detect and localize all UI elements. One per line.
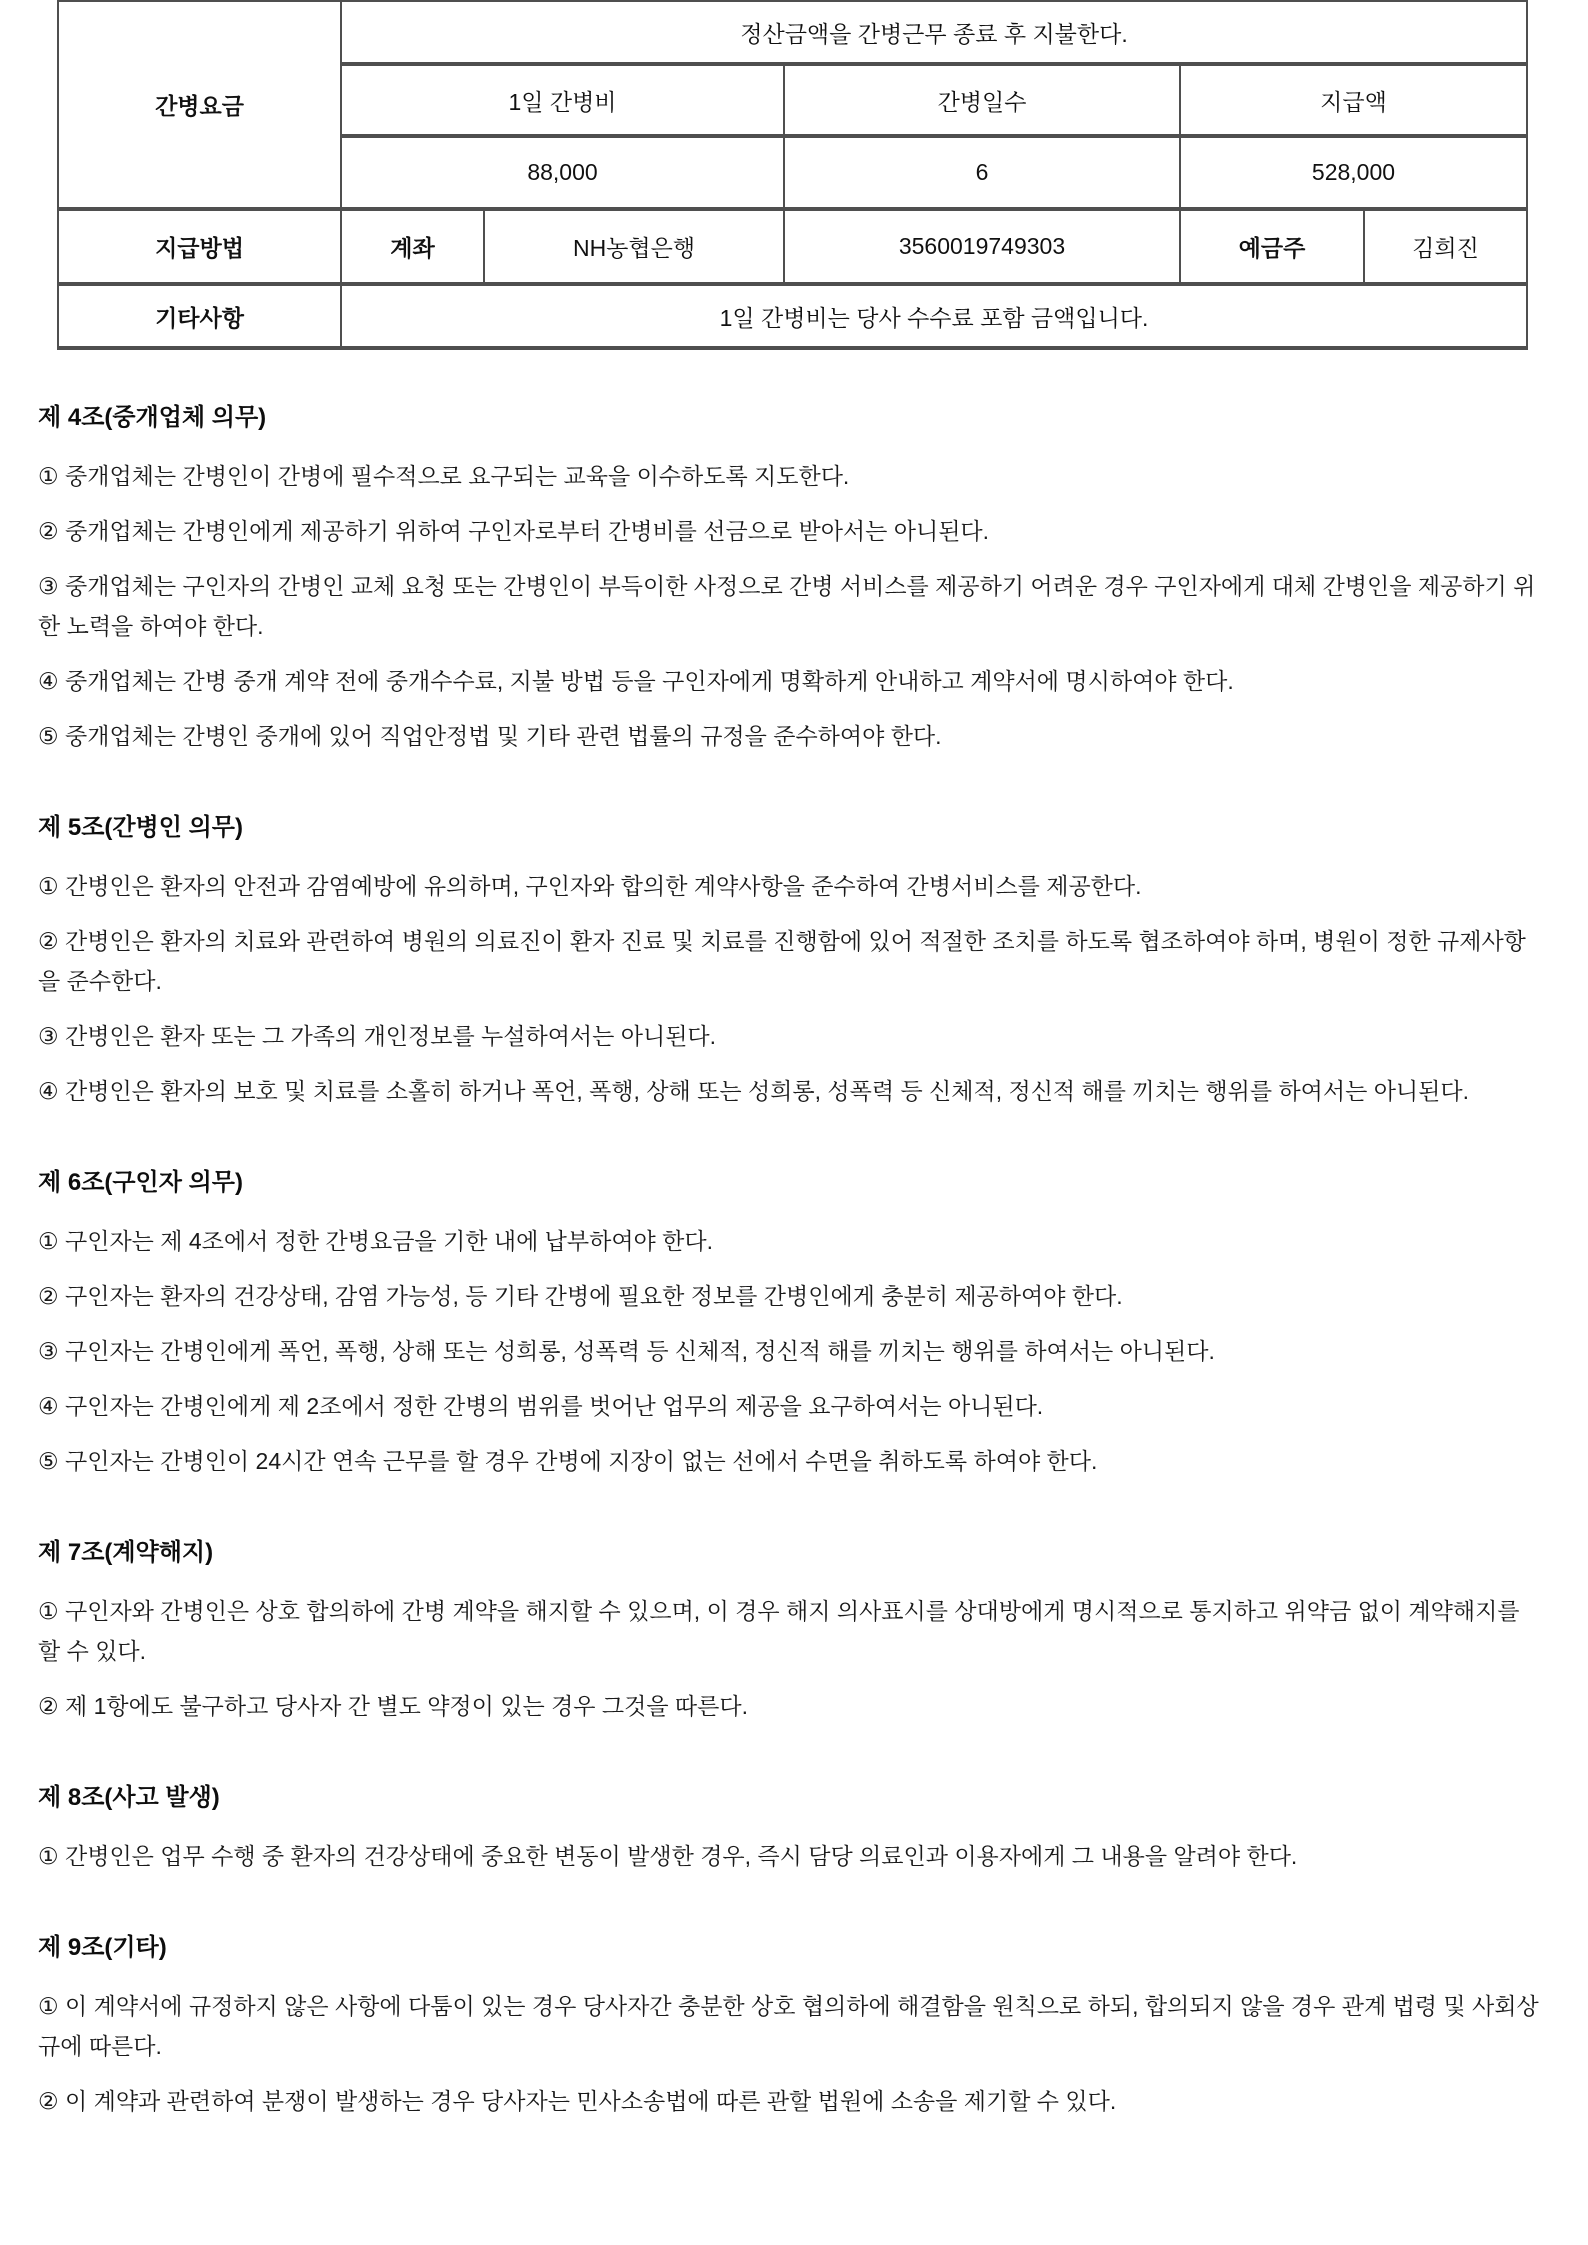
clause: ⑤ 중개업체는 간병인 중개에 있어 직업안정법 및 기타 관련 법률의 규정을 준수하여야 한다.: [38, 723, 942, 749]
table-row: [58, 284, 1527, 348]
etc-value: 1일 간병비는 당사 수수료 포함 금액입니다.: [341, 284, 1527, 348]
article-title: 제 7조(계약해지): [38, 1539, 214, 1566]
clause: ④ 중개업체는 간병 중개 계약 전에 중개수수료, 지불 방법 등을 구인자에게 명확하게 안내하고 계약서에 명시하여야 한다.: [38, 668, 1234, 694]
article-title: 제 5조(간병인 의무): [38, 814, 243, 841]
clause: ② 구인자는 환자의 건강상태, 감염 가능성, 등 기타 간병에 필요한 정보를 간병인에게 충분히 제공하여야 한다.: [38, 1283, 1123, 1309]
article-9: [38, 1928, 1548, 2121]
fee-section-label: 간병요금: [58, 1, 341, 209]
table-row: [58, 1, 1527, 64]
clause: ① 구인자는 제 4조에서 정한 간병요금을 기한 내에 납부하여야 한다.: [38, 1228, 713, 1254]
fee-value-daily: 88,000: [341, 136, 784, 209]
article-8: [38, 1778, 1548, 1876]
clause: ③ 중개업체는 구인자의 간병인 교체 요청 또는 간병인이 부득이한 사정으로 간병 서비스를 제공하기 어려운 경우 구인자에게 대체 간병인을 제공하기 위한 노력을 하여야 한다.: [38, 573, 1536, 639]
article-5: [38, 808, 1548, 1111]
settlement-note: 정산금액을 간병근무 종료 후 지불한다.: [341, 1, 1527, 64]
clause: ③ 간병인은 환자 또는 그 가족의 개인정보를 누설하여서는 아니된다.: [38, 1023, 717, 1049]
clause: ② 간병인은 환자의 치료와 관련하여 병원의 의료진이 환자 진료 및 치료를 진행함에 있어 적절한 조치를 하도록 협조하여야 하며, 병원이 정한 규제사항을 준수한다.: [38, 928, 1526, 994]
fee-value-total: 528,000: [1180, 136, 1527, 209]
article-title: 제 9조(기타): [38, 1934, 167, 1961]
clause: ⑤ 구인자는 간병인이 24시간 연속 근무를 할 경우 간병에 지장이 없는 선에서 수면을 취하도록 하여야 한다.: [38, 1448, 1098, 1474]
article-7: [38, 1533, 1548, 1726]
table-row: [58, 209, 1527, 284]
holder-name: 김희진: [1364, 209, 1527, 284]
clause: ④ 간병인은 환자의 보호 및 치료를 소홀히 하거나 폭언, 폭행, 상해 또는 성희롱, 성폭력 등 신체적, 정신적 해를 끼치는 행위를 하여서는 아니된다.: [38, 1078, 1469, 1104]
clause: ① 간병인은 환자의 안전과 감염예방에 유의하며, 구인자와 합의한 계약사항을 준수하여 간병서비스를 제공한다.: [38, 873, 1142, 899]
payment-method-label: 지급방법: [58, 209, 341, 284]
clause: ③ 구인자는 간병인에게 폭언, 폭행, 상해 또는 성희롱, 성폭력 등 신체적, 정신적 해를 끼치는 행위를 하여서는 아니된다.: [38, 1338, 1215, 1364]
article-title: 제 4조(중개업체 의무): [38, 404, 267, 431]
bank-name: NH농협은행: [484, 209, 784, 284]
article-title: 제 6조(구인자 의무): [38, 1169, 243, 1196]
fee-value-days: 6: [784, 136, 1180, 209]
clause: ④ 구인자는 간병인에게 제 2조에서 정한 간병의 범위를 벗어난 업무의 제공을 요구하여서는 아니된다.: [38, 1393, 1044, 1419]
clause: ① 간병인은 업무 수행 중 환자의 건강상태에 중요한 변동이 발생한 경우, 즉시 담당 의료인과 이용자에게 그 내용을 알려야 한다.: [38, 1843, 1298, 1869]
fee-header-daily: 1일 간병비: [341, 64, 784, 136]
care-fee-table: [57, 0, 1528, 350]
fee-header-days: 간병일수: [784, 64, 1180, 136]
article-6: [38, 1163, 1548, 1481]
clause: ② 제 1항에도 불구하고 당사자 간 별도 약정이 있는 경우 그것을 따른다.: [38, 1693, 748, 1719]
account-label: 계좌: [341, 209, 484, 284]
contract-articles: [38, 398, 1548, 2121]
holder-label: 예금주: [1180, 209, 1364, 284]
clause: ① 중개업체는 간병인이 간병에 필수적으로 요구되는 교육을 이수하도록 지도한다.: [38, 463, 850, 489]
etc-label: 기타사항: [58, 284, 341, 348]
account-number: 3560019749303: [784, 209, 1180, 284]
article-title: 제 8조(사고 발생): [38, 1784, 220, 1811]
article-4: [38, 398, 1548, 756]
clause: ① 구인자와 간병인은 상호 합의하에 간병 계약을 해지할 수 있으며, 이 경우 해지 의사표시를 상대방에게 명시적으로 통지하고 위약금 없이 계약해지를 할 수 있다.: [38, 1598, 1520, 1664]
clause: ② 중개업체는 간병인에게 제공하기 위하여 구인자로부터 간병비를 선금으로 받아서는 아니된다.: [38, 518, 990, 544]
clause: ① 이 계약서에 규정하지 않은 사항에 다툼이 있는 경우 당사자간 충분한 상호 협의하에 해결함을 원칙으로 하되, 합의되지 않을 경우 관계 법령 및 사회상규에 따른다.: [38, 1993, 1539, 2059]
clause: ② 이 계약과 관련하여 분쟁이 발생하는 경우 당사자는 민사소송법에 따른 관할 법원에 소송을 제기할 수 있다.: [38, 2088, 1117, 2114]
fee-header-total: 지급액: [1180, 64, 1527, 136]
